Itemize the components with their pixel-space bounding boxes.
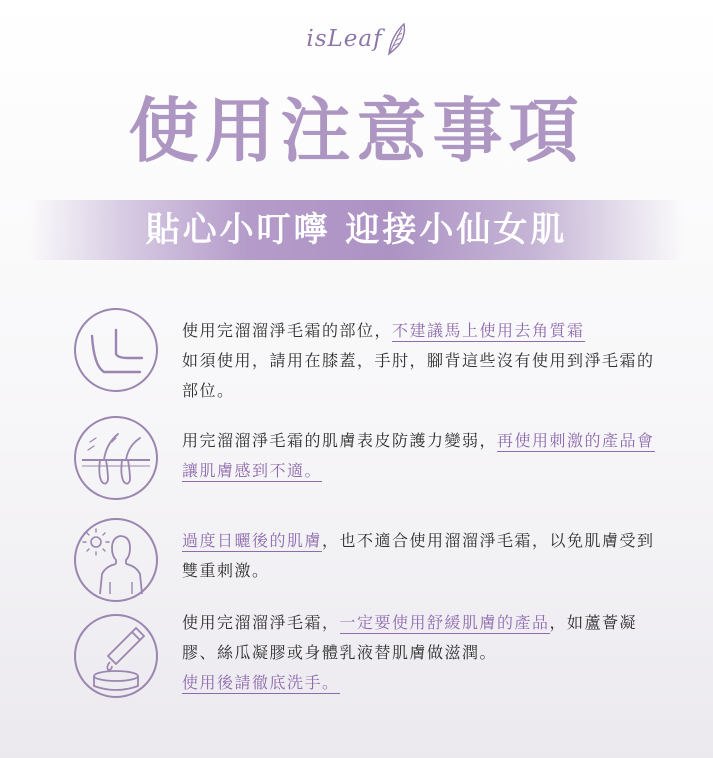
item-text: [182, 316, 662, 406]
item-text-part: ，也不適合使用溜溜淨毛霜，以免肌膚受到雙重刺激。: [182, 531, 655, 580]
item-text: [182, 526, 662, 586]
highlight-text: 再使用刺激的產品會讓肌膚感到不適。: [182, 431, 655, 480]
soothing-gel-icon: [72, 612, 160, 700]
item-text: [182, 426, 662, 486]
knee-elbow-icon: [72, 306, 160, 394]
page-title: 使用注意事項: [128, 90, 585, 172]
item-text-part: ，如蘆薈凝膠、絲瓜凝膠或身體乳液替肌膚做滋潤。: [182, 613, 638, 662]
skin-hair-icon: [72, 414, 160, 502]
leaf-icon: [385, 22, 407, 60]
item-text-part: 用完溜溜淨毛霜的肌膚表皮防護力變弱，: [182, 431, 498, 450]
highlight-text: 使用後請徹底洗手。: [182, 673, 340, 692]
highlight-text: 一定要使用舒緩肌膚的產品: [339, 613, 550, 632]
item-text: [182, 608, 662, 698]
item-text-part: 如須使用，請用在膝蓋，手肘，腳背這些沒有使用到淨毛霜的部位。: [182, 351, 655, 400]
item-text-part: 使用完溜溜淨毛霜，: [182, 613, 340, 632]
brand-logo: [0, 22, 713, 62]
highlight-text: 過度日曬後的肌膚: [182, 531, 323, 550]
subtitle-banner: 貼心小叮嚀 迎接小仙女肌: [0, 200, 713, 260]
highlight-text: 不建議馬上使用去角質霜: [392, 321, 585, 340]
sun-exposure-icon: [72, 516, 160, 604]
item-text-part: 使用完溜溜淨毛霜的部位，: [182, 321, 393, 340]
logo-text: isLeaf: [306, 26, 383, 52]
